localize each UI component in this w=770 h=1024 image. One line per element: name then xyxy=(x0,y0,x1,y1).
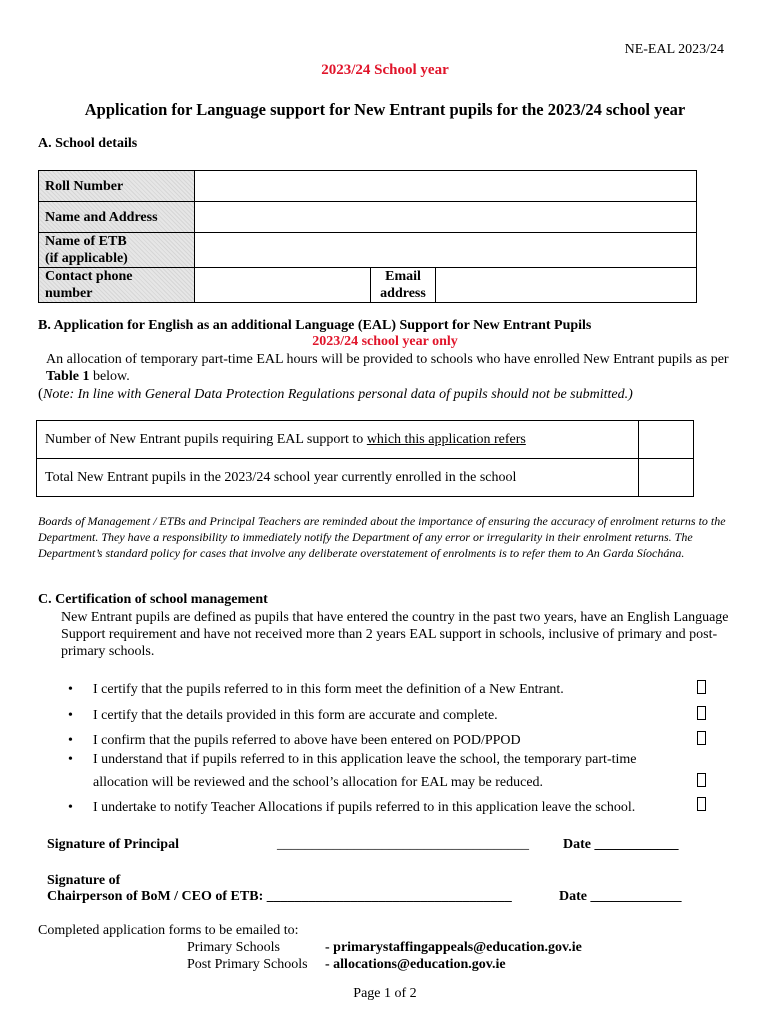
section-c-paragraph: New Entrant pupils are defined as pupils that have entered the country in the past two years, have an English Language Support requirement and have not received more than 2 years EAL support in schools, inclusive of primary and post-primary schools. xyxy=(61,610,729,659)
certification-item-3-text: I confirm that the pupils referred to above have been entered on POD/PPOD xyxy=(93,733,521,748)
section-a-heading: A. School details xyxy=(38,136,138,151)
etb-label-line2: (if applicable) xyxy=(45,251,128,266)
section-b-subheading: 2023/24 school year only xyxy=(312,334,458,349)
email-label-line2: address xyxy=(380,286,426,301)
email-address-field[interactable] xyxy=(436,268,697,303)
gdpr-note xyxy=(38,386,633,403)
certification-checkbox-2[interactable] xyxy=(697,706,706,720)
page-number: Page 1 of 2 xyxy=(353,986,417,1001)
bullet-icon: • xyxy=(68,733,73,748)
etb-label-line1: Name of ETB xyxy=(45,234,127,249)
bullet-icon: • xyxy=(68,708,73,723)
certification-checkbox-4[interactable] xyxy=(697,773,706,787)
school-details-table xyxy=(38,170,697,303)
post-primary-schools-label: Post Primary Schools xyxy=(187,957,308,972)
gdpr-note-text: Note: In line with General Data Protection Regulations personal data of pupils should not be submitted.) xyxy=(43,387,633,402)
eal-pupils-label-underlined: which this application refers xyxy=(366,431,526,447)
email-address-label xyxy=(371,268,436,303)
section-b-paragraph-part1: An allocation of temporary part-time EAL hours will be provided to schools who have enrolled New Entrant pupils as per xyxy=(46,352,729,367)
roll-number-label: Roll Number xyxy=(39,171,195,202)
certification-checkbox-3[interactable] xyxy=(697,731,706,745)
email-instructions: Completed application forms to be emailed to: xyxy=(38,923,299,938)
primary-schools-label: Primary Schools xyxy=(187,940,280,955)
section-b-paragraph-part2: below. xyxy=(89,369,130,384)
eal-pupils-label xyxy=(37,421,639,459)
page-title: Application for Language support for New Entrant pupils for the 2023/24 school year xyxy=(84,100,686,119)
etb-label xyxy=(39,233,195,268)
section-b-paragraph xyxy=(46,351,736,385)
name-address-field[interactable] xyxy=(195,202,697,233)
boards-notice: Boards of Management / ETBs and Principal Teachers are reminded about the importance of ensuring the accuracy of enrolment returns to the Department. They have a responsibility to immediately notify the Department of any error or irregularity in their enrolment returns. The Department’s standard policy for cases that involve any deliberate overstatement of enrolments is to refer them to An Garda Síochána. xyxy=(38,514,726,560)
certification-item-5-text: I undertake to notify Teacher Allocations if pupils referred to in this application leave the school. xyxy=(93,800,636,815)
table-1-reference: Table 1 xyxy=(46,369,90,384)
bullet-icon: • xyxy=(68,752,73,767)
chairperson-signature-label-line1: Signature of xyxy=(47,873,121,888)
certification-item-4-text-line2: allocation will be reviewed and the school’s allocation for EAL may be reduced. xyxy=(93,775,544,790)
certification-checkbox-1[interactable] xyxy=(697,680,706,694)
certification-item-2-text: I certify that the details provided in this form are accurate and complete. xyxy=(93,708,498,723)
name-address-label: Name and Address xyxy=(39,202,195,233)
principal-signature-line[interactable]: ____________________________________ xyxy=(277,837,529,852)
chairperson-signature-field[interactable]: Chairperson of BoM / CEO of ETB: ___________________________________ xyxy=(47,889,512,904)
pupil-count-table xyxy=(36,420,694,497)
email-label-line1: Email xyxy=(385,269,421,284)
total-pupils-count-field[interactable] xyxy=(639,459,694,497)
gdpr-note-open-paren: ( xyxy=(38,386,43,402)
contact-phone-field[interactable] xyxy=(195,268,371,303)
form-reference-code: NE-EAL 2023/24 xyxy=(624,42,724,57)
contact-phone-label-line2: number xyxy=(45,286,93,301)
primary-schools-email[interactable]: - primarystaffingappeals@education.gov.ie xyxy=(325,940,582,955)
principal-date-field[interactable]: Date ____________ xyxy=(563,837,679,852)
certification-checkbox-5[interactable] xyxy=(697,797,706,811)
roll-number-field[interactable] xyxy=(195,171,697,202)
section-c-heading: C. Certification of school management xyxy=(38,592,268,607)
principal-signature-label: Signature of Principal xyxy=(47,837,179,852)
bullet-icon: • xyxy=(68,682,73,697)
post-primary-schools-email[interactable]: - allocations@education.gov.ie xyxy=(325,957,506,972)
contact-phone-label xyxy=(39,268,195,303)
etb-field[interactable] xyxy=(195,233,697,268)
bullet-icon: • xyxy=(68,800,73,815)
certification-item-1-text: I certify that the pupils referred to in this form meet the definition of a New Entrant. xyxy=(93,682,564,697)
total-pupils-label: Total New Entrant pupils in the 2023/24 school year currently enrolled in the school xyxy=(37,459,639,497)
school-year-heading: 2023/24 School year xyxy=(321,62,449,78)
chairperson-date-field[interactable]: Date _____________ xyxy=(559,889,682,904)
section-b-heading: B. Application for English as an additional Language (EAL) Support for New Entrant Pupils xyxy=(38,318,592,333)
eal-pupils-label-text: Number of New Entrant pupils requiring EAL support to xyxy=(45,431,367,447)
certification-item-4-text-line1: I understand that if pupils referred to in this application leave the school, the temporary part-time xyxy=(93,752,637,767)
eal-pupils-count-field[interactable] xyxy=(639,421,694,459)
contact-phone-label-line1: Contact phone xyxy=(45,269,133,284)
